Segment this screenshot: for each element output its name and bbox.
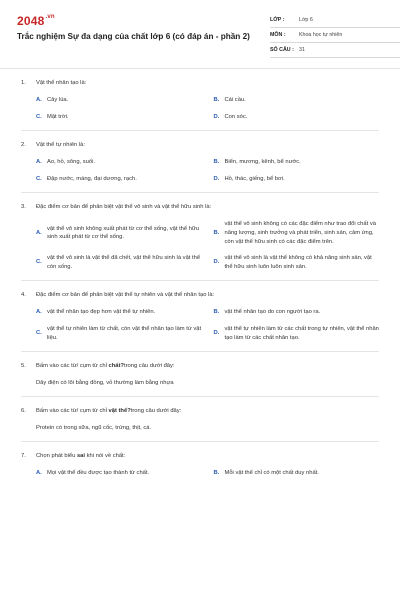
option-c[interactable]: [36, 175, 202, 184]
stem-after: trong câu dưới đây:: [123, 363, 175, 370]
stem-emphasis: chất?: [108, 363, 124, 370]
option-letter: A.: [36, 97, 42, 103]
option-letter: B.: [213, 229, 220, 236]
selectable-sentence[interactable]: Protein có trong sữa, ngũ cốc, trứng, thịt, cá.: [36, 425, 152, 432]
question-text: Đặc điểm cơ bản để phân biệt vật thể tự nhiên và vật thể nhân tạo là:: [36, 292, 215, 299]
option-a[interactable]: [36, 469, 202, 478]
option-grid: [21, 308, 379, 342]
meta-key: SỐ CÂU :: [270, 47, 294, 53]
stem-before: Bấm vào các từ/ cụm từ chỉ: [36, 363, 109, 370]
question-text: Vật thể nhân tạo là:: [36, 80, 87, 86]
meta-row-count: [270, 43, 400, 58]
meta-row-subject: [270, 28, 400, 43]
stem-before: Chọn phát biểu: [36, 453, 77, 460]
question-stem: [21, 291, 379, 299]
option-text: Biển, mương, kênh, bể nước.: [224, 159, 301, 166]
question-number: 4.: [21, 292, 26, 299]
option-letter: A.: [36, 229, 42, 236]
option-grid: [21, 220, 379, 271]
option-a[interactable]: [36, 158, 202, 167]
question-number: 1.: [21, 80, 26, 86]
document-title: Trắc nghiệm Sự đa dạng của chất lớp 6 (có đáp án - phần 2): [17, 32, 250, 41]
option-b[interactable]: [214, 96, 380, 105]
option-letter: A.: [36, 159, 42, 166]
question-stem: [21, 407, 379, 415]
option-letter: A.: [36, 470, 42, 477]
option-letter: B.: [213, 159, 220, 166]
option-d[interactable]: [214, 113, 380, 122]
option-letter: C.: [36, 113, 42, 120]
option-a[interactable]: [36, 220, 202, 246]
option-text: Cái cầu.: [224, 97, 246, 103]
option-letter: D.: [213, 175, 220, 182]
question-list: [17, 69, 383, 487]
question-text: Đặc điểm cơ bản để phân biệt vật thể vô sinh và vật thể hữu sinh là:: [36, 204, 212, 211]
question-4: [21, 281, 379, 352]
option-text: vật thể nhân tạo đẹp hơn vật thể tự nhiên.: [47, 309, 156, 316]
question-text: Vật thể tự nhiên là:: [36, 142, 85, 149]
option-letter: B.: [213, 97, 220, 103]
option-a[interactable]: [36, 308, 202, 317]
option-letter: D.: [213, 113, 220, 120]
option-text: Mặt trời.: [47, 113, 69, 120]
meta-value: Lớp 6: [299, 17, 313, 23]
option-grid: [21, 158, 379, 183]
meta-key: MÔN :: [270, 32, 286, 38]
option-b[interactable]: [214, 308, 380, 317]
question-number: 7.: [21, 453, 26, 460]
question-3: [21, 193, 379, 281]
question-stem: [21, 203, 379, 211]
stem-emphasis: vật thể?: [108, 408, 131, 415]
option-text: Cây lúa.: [47, 97, 69, 103]
question-text: [36, 362, 175, 370]
meta-value: 31: [299, 47, 305, 53]
option-letter: C.: [36, 330, 42, 337]
question-6: [21, 397, 379, 442]
option-text: Ao, hồ, sông, suối.: [47, 159, 96, 166]
option-grid: [21, 96, 379, 121]
option-text: vật thể vô sinh là vật thể đã chết, vật thể hữu sinh là vật thể còn sống.: [47, 255, 201, 270]
option-d[interactable]: [214, 254, 380, 271]
option-letter: C.: [36, 175, 42, 182]
question-1: [21, 69, 379, 131]
question-5: [21, 352, 379, 397]
option-letter: D.: [213, 330, 220, 337]
stem-before: Bấm vào các từ/ cụm từ chỉ: [36, 408, 109, 415]
question-number: 3.: [21, 204, 26, 211]
option-b[interactable]: [214, 469, 380, 478]
stem-after: trong câu dưới đây:: [130, 408, 182, 415]
option-letter: B.: [213, 309, 220, 316]
option-text: Mọi vật thể đều được tạo thành từ chất.: [47, 470, 150, 477]
question-number: 5.: [21, 363, 26, 370]
option-b[interactable]: [214, 158, 380, 167]
option-text: Mỗi vật thể chỉ có một chất duy nhất.: [224, 470, 319, 477]
option-text: vật thể nhân tạo do con người tạo ra.: [224, 309, 321, 316]
document-meta: [270, 13, 400, 58]
option-text: vật thể tự nhiên làm từ các chất trong tự nhiên, vật thể nhân tạo làm từ các chất nhân tạo.: [224, 325, 379, 341]
logo-suffix: .vn: [45, 14, 55, 20]
option-text: vật thể tự nhiên làm từ chất, còn vật thể nhân tạo làm từ vật liệu.: [47, 325, 202, 341]
question-number: 2.: [21, 142, 26, 149]
question-stem: [21, 141, 379, 149]
option-a[interactable]: [36, 96, 202, 105]
meta-row-grade: [270, 13, 400, 28]
option-c[interactable]: [36, 113, 202, 122]
option-c[interactable]: [36, 325, 202, 342]
option-text: vật thể vô sinh không có các đặc điểm như trao đổi chất và năng lượng, sinh trưởng và phát triển, sinh sản, cảm ứng, còn vật thể hữu sinh có các đặc điểm trên.: [224, 221, 376, 245]
option-text: Con sóc.: [224, 113, 248, 120]
option-letter: B.: [213, 470, 220, 477]
option-d[interactable]: [214, 325, 380, 342]
question-7: [21, 442, 379, 487]
option-text: vật thể vô sinh là vật thể không có khả năng sinh sản, vật thể hữu sinh luôn luôn sinh sản.: [224, 255, 372, 270]
option-text: vật thể vô sinh không xuất phát từ cơ thể sống, vật thể hữu sinh xuất phát từ cơ thể sống.: [47, 225, 200, 241]
option-grid: [21, 469, 379, 478]
document-header: [17, 0, 383, 68]
question-stem: [21, 452, 379, 460]
question-text: [36, 407, 181, 415]
option-c[interactable]: [36, 254, 202, 271]
option-letter: D.: [213, 259, 220, 266]
stem-emphasis: sai: [76, 453, 85, 460]
selectable-sentence[interactable]: Dây điện có lõi bằng đồng, vỏ thường làm bằng nhựa: [36, 380, 174, 387]
meta-key: LỚP :: [270, 17, 285, 23]
option-text: Đập nước, máng, đại dương, rạch.: [47, 175, 137, 182]
question-2: [21, 131, 379, 193]
question-stem: [21, 362, 379, 370]
stem-after: khi nói về chất:: [85, 453, 126, 460]
option-b[interactable]: [214, 220, 380, 246]
option-d[interactable]: [214, 175, 380, 184]
meta-value: Khoa học tự nhiên: [299, 32, 343, 38]
option-letter: A.: [36, 309, 42, 316]
option-text: Hồ, thác, giếng, bể bơi.: [224, 175, 285, 182]
question-text: [36, 452, 125, 460]
logo-text: 2048: [17, 14, 45, 28]
question-stem: [21, 79, 379, 87]
option-letter: C.: [36, 259, 42, 266]
question-number: 6.: [21, 408, 26, 415]
